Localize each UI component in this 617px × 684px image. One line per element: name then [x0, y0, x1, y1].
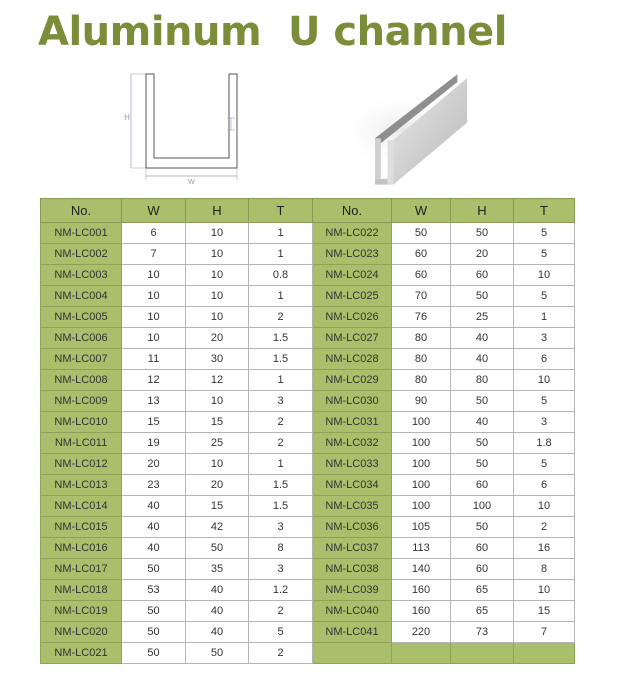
model-number-cell: NM-LC032: [313, 433, 392, 454]
empty-cell: [451, 643, 514, 664]
model-number-cell: NM-LC021: [41, 643, 122, 664]
table-row: [41, 622, 575, 643]
model-number-cell: NM-LC009: [41, 391, 122, 412]
header-col-t-right: T: [514, 199, 575, 223]
dimension-h-cell: 15: [186, 496, 249, 517]
model-number-cell: NM-LC030: [313, 391, 392, 412]
dimension-t-cell: 2: [514, 517, 575, 538]
dimension-t-cell: 16: [514, 538, 575, 559]
model-number-cell: NM-LC006: [41, 328, 122, 349]
dimension-w-cell: 160: [392, 580, 451, 601]
dimension-t-cell: 2: [249, 307, 313, 328]
dimension-w-cell: 6: [122, 223, 186, 244]
dimension-w-cell: 220: [392, 622, 451, 643]
dimension-w-cell: 10: [122, 286, 186, 307]
model-number-cell: NM-LC026: [313, 307, 392, 328]
table-row: [41, 223, 575, 244]
dimension-w-cell: 113: [392, 538, 451, 559]
dimension-w-cell: 76: [392, 307, 451, 328]
dimension-w-cell: 19: [122, 433, 186, 454]
dimension-t-cell: 2: [249, 643, 313, 664]
dimension-t-cell: 15: [514, 601, 575, 622]
dimension-t-cell: 3: [514, 412, 575, 433]
table-row: [41, 496, 575, 517]
model-number-cell: NM-LC001: [41, 223, 122, 244]
dimension-h-cell: 50: [451, 223, 514, 244]
dimension-h-cell: 80: [451, 370, 514, 391]
dimension-t-cell: 2: [249, 601, 313, 622]
dimension-w-cell: 10: [122, 307, 186, 328]
model-number-cell: NM-LC040: [313, 601, 392, 622]
model-number-cell: NM-LC024: [313, 265, 392, 286]
table-row: [41, 391, 575, 412]
height-label: H: [124, 113, 131, 122]
table-row: [41, 349, 575, 370]
model-number-cell: NM-LC027: [313, 328, 392, 349]
model-number-cell: NM-LC041: [313, 622, 392, 643]
dimension-w-cell: 100: [392, 433, 451, 454]
model-number-cell: NM-LC015: [41, 517, 122, 538]
dimension-w-cell: 50: [122, 601, 186, 622]
model-number-cell: NM-LC005: [41, 307, 122, 328]
dimension-h-cell: 50: [186, 538, 249, 559]
model-number-cell: NM-LC037: [313, 538, 392, 559]
dimension-w-cell: 80: [392, 370, 451, 391]
dimension-t-cell: 1: [249, 244, 313, 265]
dimension-h-cell: 60: [451, 475, 514, 496]
dimension-w-cell: 160: [392, 601, 451, 622]
dimension-h-cell: 40: [451, 328, 514, 349]
dimension-t-cell: 1.5: [249, 475, 313, 496]
dimension-w-cell: 23: [122, 475, 186, 496]
header-col-no-left: No.: [41, 199, 122, 223]
dimension-h-cell: 50: [451, 454, 514, 475]
dimension-t-cell: 1: [249, 454, 313, 475]
model-number-cell: NM-LC008: [41, 370, 122, 391]
header-col-h-right: H: [451, 199, 514, 223]
dimension-t-cell: 8: [249, 538, 313, 559]
dimension-h-cell: 50: [186, 643, 249, 664]
dimension-w-cell: 50: [122, 622, 186, 643]
dimension-h-cell: 50: [451, 517, 514, 538]
model-number-cell: NM-LC028: [313, 349, 392, 370]
model-number-cell: NM-LC029: [313, 370, 392, 391]
dimension-t-cell: 5: [514, 286, 575, 307]
model-number-cell: NM-LC013: [41, 475, 122, 496]
dimension-w-cell: 40: [122, 517, 186, 538]
header-col-no-right: No.: [313, 199, 392, 223]
dimension-t-cell: 7: [514, 622, 575, 643]
dimension-h-cell: 50: [451, 286, 514, 307]
dimension-h-cell: 20: [186, 328, 249, 349]
model-number-cell: NM-LC023: [313, 244, 392, 265]
model-number-cell: NM-LC035: [313, 496, 392, 517]
dimension-w-cell: 90: [392, 391, 451, 412]
dimension-t-cell: 1: [514, 307, 575, 328]
dimension-t-cell: 6: [514, 475, 575, 496]
dimension-h-cell: 30: [186, 349, 249, 370]
dimension-h-cell: 42: [186, 517, 249, 538]
dimension-h-cell: 10: [186, 265, 249, 286]
model-number-cell: NM-LC038: [313, 559, 392, 580]
dimension-t-cell: 10: [514, 265, 575, 286]
dimension-t-cell: 3: [249, 391, 313, 412]
dimension-h-cell: 20: [186, 475, 249, 496]
dimension-h-cell: 40: [451, 349, 514, 370]
table-row: [41, 370, 575, 391]
dimension-h-cell: 40: [186, 580, 249, 601]
dimension-t-cell: 2: [249, 433, 313, 454]
dimension-t-cell: 3: [514, 328, 575, 349]
u-channel-cross-section-diagram: [118, 66, 258, 186]
dimension-h-cell: 20: [451, 244, 514, 265]
dimension-t-cell: 1: [249, 370, 313, 391]
table-row: [41, 265, 575, 286]
dimension-t-cell: 5: [249, 622, 313, 643]
model-number-cell: NM-LC003: [41, 265, 122, 286]
dimension-w-cell: 12: [122, 370, 186, 391]
dimension-h-cell: 65: [451, 601, 514, 622]
dimension-h-cell: 73: [451, 622, 514, 643]
dimension-w-cell: 50: [392, 223, 451, 244]
dimension-h-cell: 60: [451, 559, 514, 580]
dimension-w-cell: 100: [392, 412, 451, 433]
header-col-h-left: H: [186, 199, 249, 223]
dimension-w-cell: 50: [122, 643, 186, 664]
table-row: [41, 559, 575, 580]
dimension-t-cell: 2: [249, 412, 313, 433]
model-number-cell: NM-LC036: [313, 517, 392, 538]
model-number-cell: NM-LC020: [41, 622, 122, 643]
model-number-cell: NM-LC022: [313, 223, 392, 244]
dimension-t-cell: 10: [514, 580, 575, 601]
model-number-cell: NM-LC039: [313, 580, 392, 601]
dimension-w-cell: 40: [122, 538, 186, 559]
dimension-h-cell: 12: [186, 370, 249, 391]
dimension-w-cell: 40: [122, 496, 186, 517]
dimension-t-cell: 1.5: [249, 328, 313, 349]
page-title: Aluminum U channel: [38, 9, 507, 55]
table-row: [41, 328, 575, 349]
model-number-cell: NM-LC014: [41, 496, 122, 517]
dimension-h-cell: 40: [186, 601, 249, 622]
dimension-w-cell: 11: [122, 349, 186, 370]
dimension-h-cell: 40: [451, 412, 514, 433]
dimension-t-cell: 0.8: [249, 265, 313, 286]
model-number-cell: NM-LC019: [41, 601, 122, 622]
dimension-w-cell: 105: [392, 517, 451, 538]
model-number-cell: NM-LC002: [41, 244, 122, 265]
dimension-w-cell: 15: [122, 412, 186, 433]
table-row: [41, 244, 575, 265]
dimension-w-cell: 60: [392, 244, 451, 265]
dimension-w-cell: 13: [122, 391, 186, 412]
dimension-t-cell: 5: [514, 454, 575, 475]
dimension-w-cell: 80: [392, 349, 451, 370]
dimension-t-cell: 1.5: [249, 496, 313, 517]
model-number-cell: NM-LC004: [41, 286, 122, 307]
dimension-h-cell: 35: [186, 559, 249, 580]
spec-table: [40, 198, 575, 664]
table-row: [41, 475, 575, 496]
model-number-cell: NM-LC034: [313, 475, 392, 496]
model-number-cell: NM-LC012: [41, 454, 122, 475]
dimension-w-cell: 50: [122, 559, 186, 580]
table-row: [41, 538, 575, 559]
dimension-t-cell: 1.2: [249, 580, 313, 601]
dimension-t-cell: 8: [514, 559, 575, 580]
table-row: [41, 601, 575, 622]
dimension-h-cell: 10: [186, 223, 249, 244]
header-col-t-left: T: [249, 199, 313, 223]
dimension-t-cell: 5: [514, 244, 575, 265]
dimension-h-cell: 50: [451, 391, 514, 412]
dimension-w-cell: 10: [122, 328, 186, 349]
dimension-h-cell: 65: [451, 580, 514, 601]
empty-cell: [514, 643, 575, 664]
dimension-w-cell: 10: [122, 265, 186, 286]
u-channel-product-render: [345, 62, 500, 194]
dimension-t-cell: 1.5: [249, 349, 313, 370]
width-label: W: [188, 178, 195, 186]
table-row: [41, 286, 575, 307]
dimension-w-cell: 20: [122, 454, 186, 475]
dimension-h-cell: 10: [186, 244, 249, 265]
dimension-h-cell: 10: [186, 286, 249, 307]
empty-cell: [392, 643, 451, 664]
table-row: [41, 643, 575, 664]
dimension-h-cell: 60: [451, 538, 514, 559]
dimension-h-cell: 10: [186, 391, 249, 412]
model-number-cell: NM-LC017: [41, 559, 122, 580]
dimension-w-cell: 60: [392, 265, 451, 286]
dimension-h-cell: 15: [186, 412, 249, 433]
dimension-t-cell: 6: [514, 349, 575, 370]
dimension-h-cell: 10: [186, 307, 249, 328]
table-header-row: [41, 199, 575, 223]
dimension-t-cell: 5: [514, 391, 575, 412]
table-row: [41, 580, 575, 601]
table-row: [41, 454, 575, 475]
model-number-cell: NM-LC007: [41, 349, 122, 370]
dimension-w-cell: 100: [392, 496, 451, 517]
empty-cell: [313, 643, 392, 664]
table-row: [41, 307, 575, 328]
dimension-w-cell: 80: [392, 328, 451, 349]
table-row: [41, 517, 575, 538]
dimension-w-cell: 100: [392, 454, 451, 475]
header-col-w-left: W: [122, 199, 186, 223]
dimension-w-cell: 70: [392, 286, 451, 307]
dimension-w-cell: 7: [122, 244, 186, 265]
model-number-cell: NM-LC010: [41, 412, 122, 433]
dimension-h-cell: 40: [186, 622, 249, 643]
dimension-t-cell: 10: [514, 496, 575, 517]
dimension-t-cell: 5: [514, 223, 575, 244]
model-number-cell: NM-LC018: [41, 580, 122, 601]
dimension-t-cell: 1: [249, 223, 313, 244]
dimension-t-cell: 10: [514, 370, 575, 391]
table-row: [41, 433, 575, 454]
dimension-h-cell: 50: [451, 433, 514, 454]
dimension-h-cell: 25: [186, 433, 249, 454]
dimension-w-cell: 53: [122, 580, 186, 601]
model-number-cell: NM-LC031: [313, 412, 392, 433]
dimension-t-cell: 3: [249, 517, 313, 538]
dimension-w-cell: 140: [392, 559, 451, 580]
dimension-w-cell: 100: [392, 475, 451, 496]
dimension-h-cell: 100: [451, 496, 514, 517]
dimension-t-cell: 1: [249, 286, 313, 307]
dimension-h-cell: 10: [186, 454, 249, 475]
model-number-cell: NM-LC011: [41, 433, 122, 454]
dimension-h-cell: 60: [451, 265, 514, 286]
model-number-cell: NM-LC025: [313, 286, 392, 307]
dimension-t-cell: 1.8: [514, 433, 575, 454]
model-number-cell: NM-LC033: [313, 454, 392, 475]
header-col-w-right: W: [392, 199, 451, 223]
dimension-t-cell: 3: [249, 559, 313, 580]
table-row: [41, 412, 575, 433]
dimension-h-cell: 25: [451, 307, 514, 328]
model-number-cell: NM-LC016: [41, 538, 122, 559]
